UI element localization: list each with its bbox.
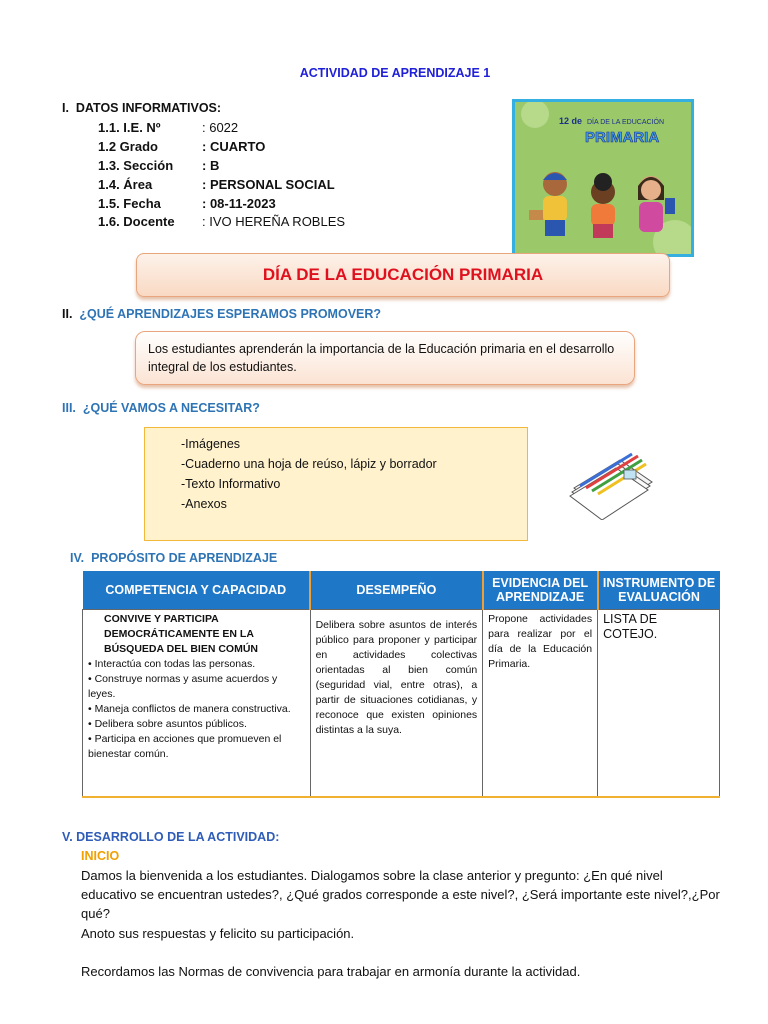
header-evidencia: EVIDENCIA DEL APRENDIZAJE	[483, 571, 598, 610]
section3-heading	[62, 401, 260, 415]
info-value: : CUARTO	[202, 139, 266, 154]
section1-title: DATOS INFORMATIVOS:	[75, 101, 222, 115]
header-instrumento: INSTRUMENTO DE EVALUACIÓN	[598, 571, 720, 610]
info-value: : 08-11-2023	[202, 196, 276, 211]
info-row-docente	[98, 214, 345, 229]
section1-heading	[62, 101, 221, 115]
cell-desempeno: Delibera sobre asuntos de interés público para proponer y participar en actividades colectivas orientadas al bien común (seguridad vial, entre otras), a partir de situaciones cotidianas, y reconoce que existen opiniones distintas a la suya.	[310, 610, 483, 798]
primary-education-poster	[512, 99, 694, 257]
section4-heading	[70, 551, 277, 565]
capacidad-item: • Interactúa con todas las personas.	[88, 658, 256, 670]
poster-line2: DÍA DE LA EDUCACIÓN	[587, 119, 665, 126]
poster-date: 12 de	[559, 116, 583, 126]
capacidad-item: • Maneja conflictos de manera constructiva.	[88, 703, 291, 715]
section3-title: ¿QUÉ VAMOS A NECESITAR?	[82, 401, 260, 415]
materials-box	[144, 427, 528, 541]
table-row	[83, 610, 720, 798]
header-desempeno: DESEMPEÑO	[310, 571, 483, 610]
learning-goal-box: Los estudiantes aprenderán la importancia de la Educación primaria en el desarrollo integral de los estudiantes.	[135, 331, 635, 385]
capacidad-item: • Participa en acciones que promueven el bienestar común.	[88, 733, 282, 760]
info-label: 1.4. Área	[98, 177, 153, 192]
inicio-paragraph: Damos la bienvenida a los estudiantes. Dialogamos sobre la clase anterior y pregunto: ¿En qué nivel educativo se encuentran ustedes?, ¿Qué grados corresponde a este nivel?, ¿Será importante este nivel?,¿Por qué?	[81, 868, 720, 921]
info-row-fecha	[98, 196, 276, 211]
material-item: -Texto Informativo	[181, 477, 281, 491]
material-item: -Anexos	[181, 497, 227, 511]
info-label: 1.2 Grado	[98, 139, 158, 154]
section1-numeral: I.	[62, 101, 69, 115]
material-item: -Imágenes	[181, 437, 241, 451]
section2-heading	[62, 307, 381, 321]
cell-competencia	[83, 610, 311, 798]
info-row-area	[98, 177, 335, 192]
section3-numeral: III.	[62, 401, 76, 415]
section4-title: PROPÓSITO DE APRENDIZAJE	[91, 551, 278, 565]
info-label: 1.5. Fecha	[98, 196, 161, 211]
school-supplies-illustration	[566, 436, 656, 520]
learning-purpose-table	[82, 571, 720, 798]
capacidad-item: • Construye normas y asume acuerdos y leyes.	[88, 673, 278, 700]
header-competencia: COMPETENCIA Y CAPACIDAD	[83, 571, 311, 610]
poster-illustration	[515, 102, 691, 254]
poster-line3: PRIMARIA	[585, 129, 660, 146]
material-item: -Cuaderno una hoja de reúso, lápiz y borrador	[181, 457, 437, 471]
table-header-row	[83, 571, 720, 610]
info-row-grado	[98, 139, 265, 154]
section2-numeral: II.	[62, 307, 73, 321]
info-label: 1.6. Docente	[98, 214, 175, 229]
document-title: ACTIVIDAD DE APRENDIZAJE 1	[299, 66, 491, 80]
section2-title: ¿QUÉ APRENDIZAJES ESPERAMOS PROMOVER?	[79, 307, 382, 321]
info-value: : IVO HEREÑA ROBLES	[202, 214, 346, 229]
inicio-paragraph-3: Recordamos las Normas de convivencia para trabajar en armonía durante la actividad.	[81, 964, 581, 979]
child-middle	[591, 173, 615, 238]
cell-instrumento: LISTA DE COTEJO.	[598, 610, 720, 798]
info-value: : 6022	[202, 120, 239, 135]
info-value: : PERSONAL SOCIAL	[202, 177, 335, 192]
info-label: 1.3. Sección	[98, 158, 174, 173]
capacidad-item: • Delibera sobre asuntos públicos.	[88, 718, 247, 730]
competencia-title: CONVIVE Y PARTICIPA DEMOCRÁTICAMENTE EN LA BÚSQUEDA DEL BIEN COMÚN	[104, 613, 259, 655]
section5-heading	[62, 830, 279, 844]
info-row-seccion	[98, 158, 219, 173]
info-row-ie	[98, 120, 238, 135]
info-value: : B	[202, 158, 220, 173]
section5-title: DESARROLLO DE LA ACTIVIDAD:	[76, 830, 280, 844]
inicio-subheading: INICIO	[81, 849, 120, 863]
info-label: 1.1. I.E. Nº	[98, 120, 161, 135]
section5-numeral: V.	[62, 830, 73, 844]
topic-banner: DÍA DE LA EDUCACIÓN PRIMARIA	[136, 253, 670, 297]
inicio-paragraph-2: Anoto sus respuestas y felicito su participación.	[81, 926, 355, 941]
cell-evidencia: Propone actividades para realizar por el día de la Educación Primaria.	[483, 610, 598, 798]
section4-numeral: IV.	[70, 551, 85, 565]
